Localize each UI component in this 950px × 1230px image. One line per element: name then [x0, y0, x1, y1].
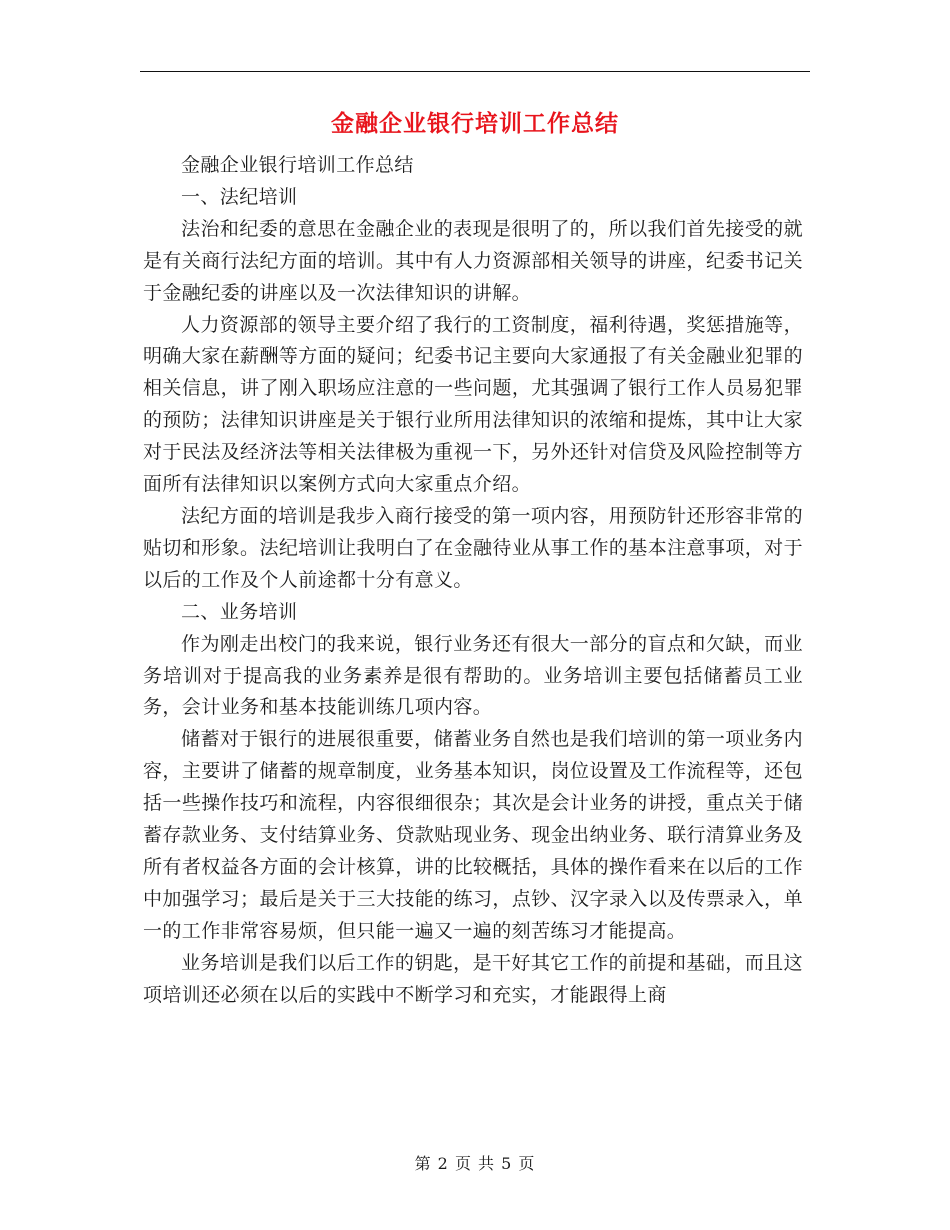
page-number-footer: 第 2 页 共 5 页: [414, 1154, 536, 1173]
document-title: 金融企业银行培训工作总结: [331, 110, 619, 137]
paragraph: 人力资源部的领导主要介绍了我行的工资制度，福利待遇，奖惩措施等，明确大家在薪酬等方面的疑问；纪委书记主要向大家通报了有关金融业犯罪的相关信息，讲了刚入职场应注意的一些问题，尤其强调了银行工作人员易犯罪的预防；法律知识讲座是关于银行业所用法律知识的浓缩和提炼，其中让大家对于民法及经济法等相关法律极为重视一下，另外还针对信贷及风险控制等方面所有法律知识以案例方式向大家重点介绍。: [143, 313, 803, 496]
paragraph: 储蓄对于银行的进展很重要，储蓄业务自然也是我们培训的第一项业务内容，主要讲了储蓄的规章制度，业务基本知识，岗位设置及工作流程等，还包括一些操作技巧和流程，内容很细很杂；其次是会计业务的讲授，重点关于储蓄存款业务、支付结算业务、贷款贴现业务、现金出纳业务、联行清算业务及所有者权益各方面的会计核算，讲的比较概括，具体的操作看来在以后的工作中加强学习；最后是关于三大技能的练习，点钞、汉字录入以及传票录入，单一的工作非常容易烦，但只能一遍又一遍的刻苦练习才能提高。: [143, 728, 803, 942]
paragraph: 法治和纪委的意思在金融企业的表现是很明了的，所以我们首先接受的就是有关商行法纪方面的培训。其中有人力资源部相关领导的讲座，纪委书记关于金融纪委的讲座以及一次法律知识的讲解。: [143, 217, 803, 304]
document-body: [143, 150, 803, 1011]
section-heading-law-training: 一、法纪培训: [181, 185, 298, 208]
paragraph: 作为刚走出校门的我来说，银行业务还有很大一部分的盲点和欠缺，而业务培训对于提高我的业务素养是很有帮助的。业务培训主要包括储蓄员工业务，会计业务和基本技能训练几项内容。: [143, 632, 803, 719]
paragraph: 业务培训是我们以后工作的钥匙，是干好其它工作的前提和基础，而且这项培训还必须在以后的实践中不断学习和充实，才能跟得上商: [143, 951, 803, 1006]
paragraph: 法纪方面的培训是我步入商行接受的第一项内容，用预防针还形容非常的贴切和形象。法纪培训让我明白了在金融待业从事工作的基本注意事项，对于以后的工作及个人前途都十分有意义。: [143, 504, 803, 591]
section-heading-business-training: 二、业务培训: [181, 600, 298, 623]
paragraph-subtitle: 金融企业银行培训工作总结: [181, 154, 414, 176]
header-rule: [140, 71, 810, 72]
